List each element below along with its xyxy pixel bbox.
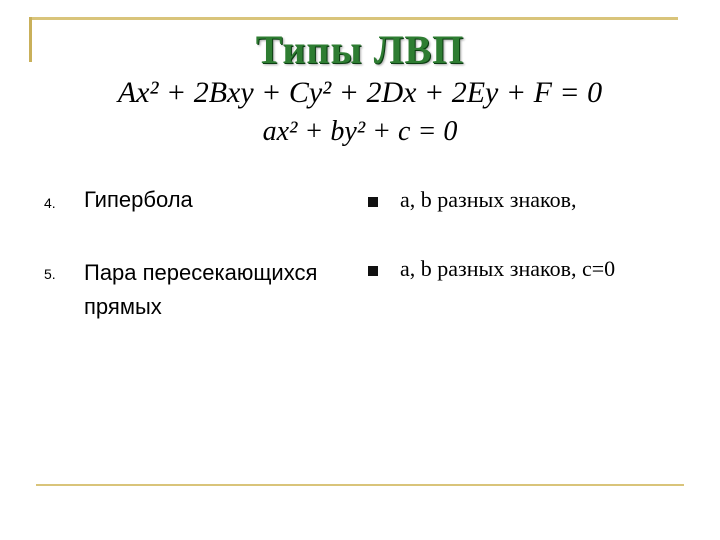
item-condition: a, b разных знаков,: [400, 187, 577, 212]
slide-title: Типы ЛВП: [255, 27, 465, 72]
item-number: 4.: [44, 195, 56, 211]
item-number: 5.: [44, 266, 56, 282]
bullet-square-icon: [368, 197, 378, 207]
top-divider: [30, 17, 678, 20]
bullet-square-icon: [368, 266, 378, 276]
item-condition: a, b разных знаков, c=0: [400, 256, 616, 281]
item-name: Гипербола: [84, 187, 193, 212]
general-equation: Ax² + 2Bxy + Cy² + 2Dx + 2Ey + F = 0: [117, 76, 603, 109]
bottom-divider: [36, 484, 684, 486]
canonical-equation: ax² + by² + c = 0: [262, 116, 458, 147]
item-name: Пара пересекающихся прямых: [84, 260, 318, 319]
